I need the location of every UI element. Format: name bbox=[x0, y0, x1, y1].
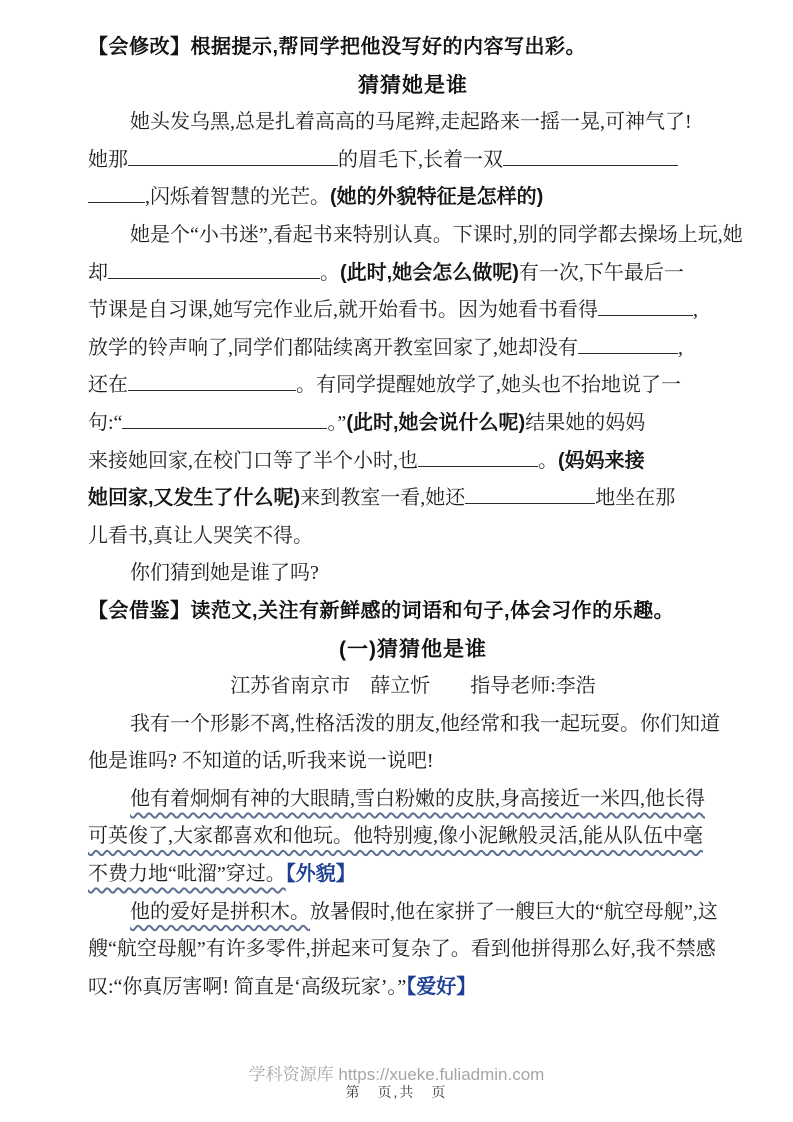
text-segment: 他的爱好是拼积木。 bbox=[130, 900, 310, 923]
text-segment: 她那 bbox=[88, 148, 128, 171]
text-segment: 。有同学提醒她放学了,她头也不抬地说了一 bbox=[296, 374, 681, 397]
text-segment: 却 bbox=[88, 261, 108, 284]
text-segment: (一)猜猜他是谁 bbox=[339, 637, 487, 661]
text-segment: ,闪烁着智慧的光芒。 bbox=[145, 186, 330, 209]
text-segment: 我有一个形影不离,性格活泼的朋友,他经常和我一起玩耍。你们知道 bbox=[130, 712, 720, 735]
text-line bbox=[88, 631, 738, 669]
text-line bbox=[88, 142, 738, 180]
fill-in-blank bbox=[88, 198, 145, 203]
text-line bbox=[88, 67, 738, 105]
text-line bbox=[88, 255, 738, 293]
text-segment: 儿看书,真让人哭笑不得。 bbox=[88, 524, 313, 547]
document-body bbox=[88, 29, 743, 1006]
text-segment: , bbox=[678, 336, 683, 359]
fill-in-blank bbox=[128, 161, 338, 166]
text-segment: 的眉毛下,长着一双 bbox=[338, 148, 503, 171]
fill-in-blank bbox=[418, 462, 538, 467]
text-segment: 江苏省南京市 薛立忻 指导老师:李浩 bbox=[230, 675, 596, 698]
text-segment: 放学的铃声响了,同学们都陆续离开教室回家了,她却没有 bbox=[88, 336, 578, 359]
text-segment: (她的外貌特征是怎样的) bbox=[330, 186, 544, 209]
fill-in-blank bbox=[108, 274, 320, 279]
text-line bbox=[88, 969, 738, 1007]
text-line bbox=[88, 743, 738, 781]
text-segment: 。” bbox=[327, 411, 347, 434]
text-segment: 放暑假时,他在家拼了一艘巨大的“航空母舰”,这 bbox=[310, 900, 718, 923]
text-segment: 他是谁吗? 不知道的话,听我来说一说吧! bbox=[88, 750, 434, 773]
text-segment: 艘“航空母舰”有许多零件,拼起来可复杂了。看到他拼得那么好,我不禁感 bbox=[88, 938, 716, 961]
text-line bbox=[88, 706, 738, 744]
text-segment: 结果她的妈妈 bbox=[525, 411, 646, 434]
text-line bbox=[88, 555, 738, 593]
text-segment: 她是个“小书迷”,看起书来特别认真。下课时,别的同学都去操场上玩,她 bbox=[130, 223, 743, 246]
text-segment: (此时,她会怎么做呢) bbox=[340, 261, 519, 284]
text-segment: 你们猜到她是谁了吗? bbox=[130, 562, 319, 585]
text-segment: 【会借鉴】读范文,关注有新鲜感的词语和句子,体会习作的乐趣。 bbox=[88, 599, 675, 622]
text-line bbox=[88, 818, 738, 856]
text-segment: 她头发乌黑,总是扎着高高的马尾辫,走起路来一摇一晃,可神气了! bbox=[130, 111, 692, 134]
text-line bbox=[88, 480, 738, 518]
page-footer bbox=[0, 1064, 793, 1100]
text-line bbox=[88, 104, 738, 142]
text-segment: 。 bbox=[320, 261, 340, 284]
text-segment: 来接她回家,在校门口等了半个小时,也 bbox=[88, 449, 418, 472]
fill-in-blank bbox=[578, 349, 678, 354]
text-line bbox=[88, 330, 738, 368]
text-line bbox=[88, 367, 738, 405]
text-segment: (妈妈来接 bbox=[558, 449, 645, 472]
text-segment: 来到教室一看,她还 bbox=[300, 487, 466, 510]
watermark-url: 学科资源库 https://xueke.fuliadmin.com bbox=[248, 1065, 545, 1084]
text-line bbox=[88, 894, 738, 932]
text-segment: , bbox=[693, 299, 698, 322]
text-segment: 她回家,又发生了什么呢) bbox=[88, 487, 301, 510]
fill-in-blank bbox=[503, 161, 678, 166]
text-line bbox=[88, 931, 738, 969]
text-line bbox=[88, 518, 738, 556]
text-segment: 叹:“你真厉害啊! 简直是‘高级玩家’。” bbox=[88, 975, 407, 998]
text-segment: 句:“ bbox=[88, 411, 123, 434]
text-segment: 猜猜她是谁 bbox=[358, 73, 468, 97]
annotation-tag: 【爱好】 bbox=[406, 975, 477, 998]
text-segment: 还在 bbox=[88, 374, 128, 397]
text-segment: 不费力地“吡溜”穿过。 bbox=[88, 863, 286, 886]
page-number-line: 第 页,共 页 bbox=[345, 1084, 448, 1100]
text-segment: 地坐在那 bbox=[595, 487, 676, 510]
fill-in-blank bbox=[465, 499, 595, 504]
text-line bbox=[88, 856, 738, 894]
text-segment: 有一次,下午最后一 bbox=[518, 261, 684, 284]
text-segment: 可英俊了,大家都喜欢和他玩。他特别瘦,像小泥鳅般灵活,能从队伍中毫 bbox=[88, 825, 703, 848]
text-line bbox=[88, 217, 743, 255]
fill-in-blank bbox=[128, 386, 296, 391]
text-line bbox=[88, 179, 738, 217]
annotation-tag: 【外貌】 bbox=[285, 863, 356, 886]
text-segment: 他有着炯炯有神的大眼睛,雪白粉嫩的皮肤,身高接近一米四,他长得 bbox=[130, 787, 705, 810]
text-segment: 【会修改】根据提示,帮同学把他没写好的内容写出彩。 bbox=[88, 36, 587, 58]
text-line bbox=[88, 443, 738, 481]
text-line bbox=[88, 405, 738, 443]
text-line bbox=[88, 593, 738, 631]
fill-in-blank bbox=[598, 311, 693, 316]
text-segment: 节课是自习课,她写完作业后,就开始看书。因为她看书看得 bbox=[88, 299, 598, 322]
text-line bbox=[88, 292, 738, 330]
text-line bbox=[88, 668, 738, 706]
text-line bbox=[88, 781, 738, 819]
text-segment: 。 bbox=[538, 449, 558, 472]
text-line bbox=[88, 29, 738, 67]
text-segment: (此时,她会说什么呢) bbox=[346, 411, 526, 434]
fill-in-blank bbox=[122, 424, 327, 429]
